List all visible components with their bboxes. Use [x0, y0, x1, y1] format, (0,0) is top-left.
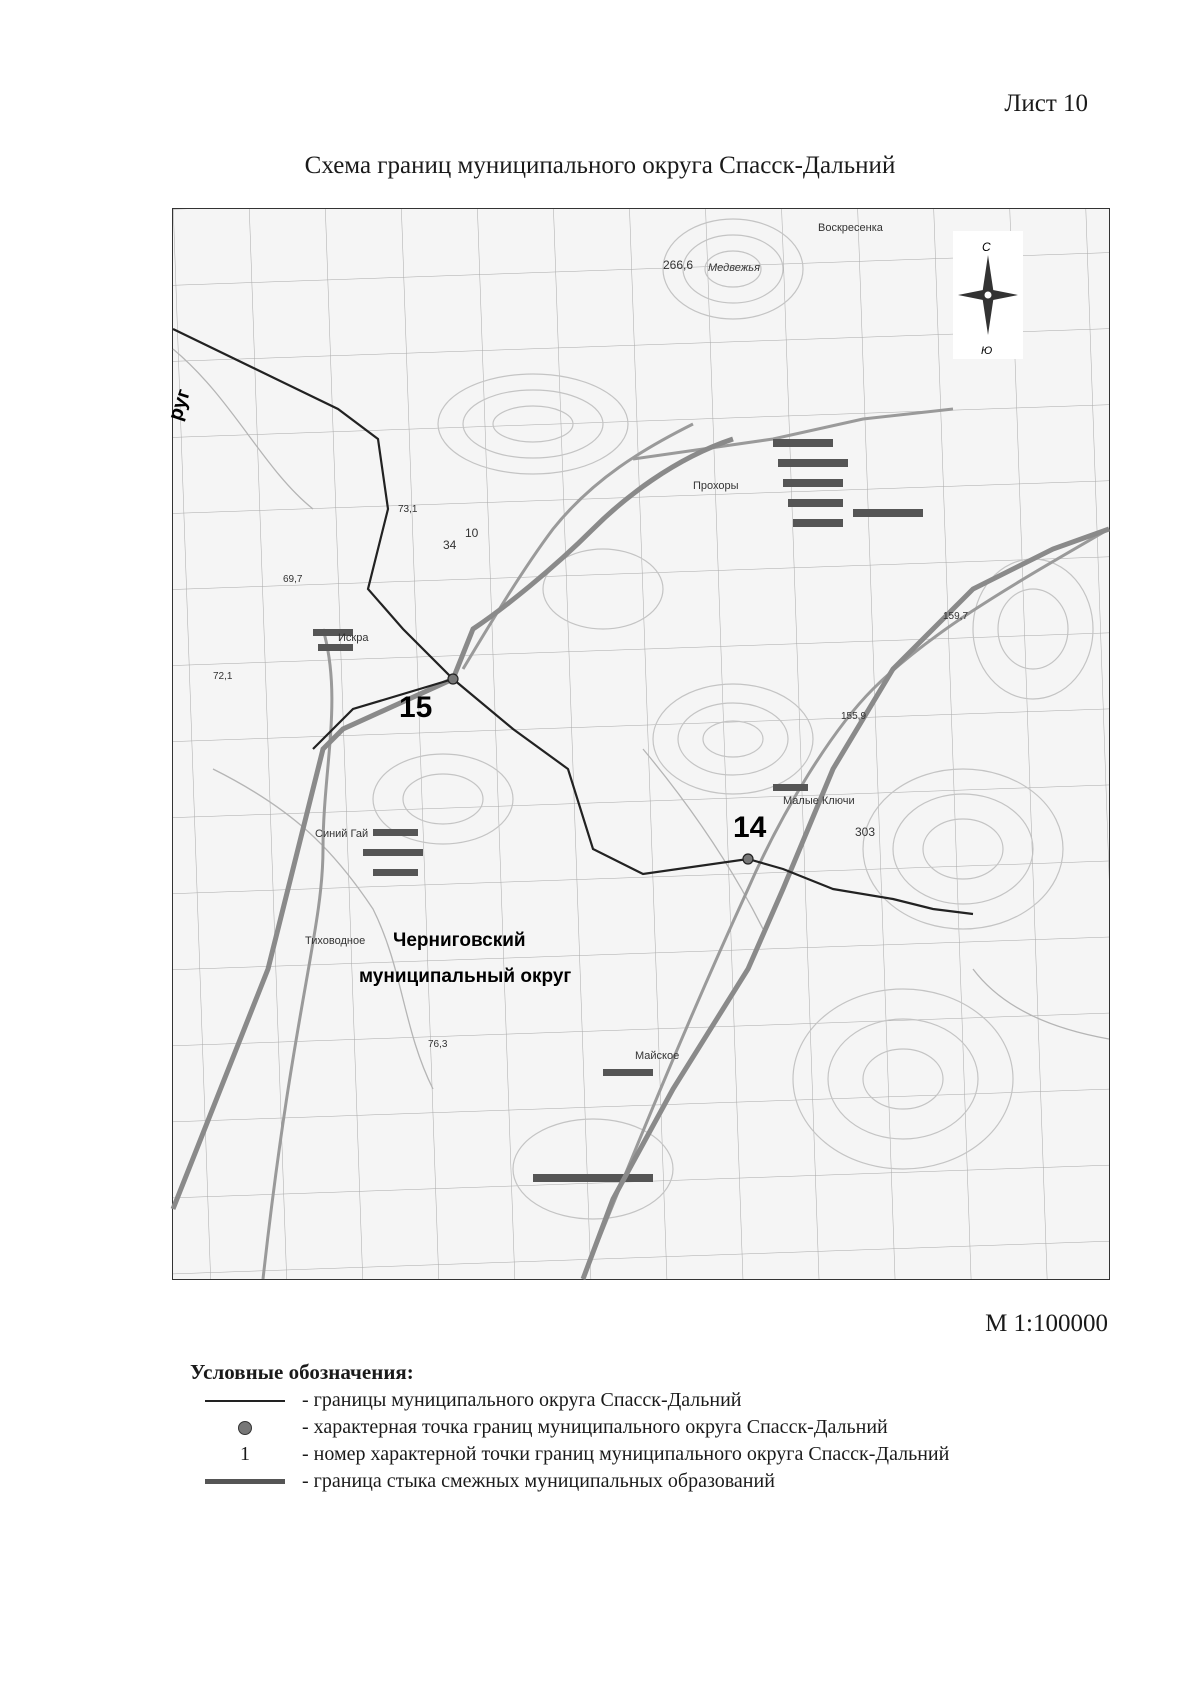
boundary-point-15[interactable] [448, 674, 458, 684]
spot-height-72: 72,1 [213, 671, 233, 682]
district-label-line2: муниципальный округ [359, 966, 572, 987]
legend-text: - характерная точка границ муниципального округа Спасск-Дальний [302, 1416, 888, 1438]
place-label-maiskoe: Майское [635, 1050, 680, 1062]
spot-height-69: 69,7 [283, 574, 303, 585]
spot-height-76: 76,3 [428, 1039, 448, 1050]
grid-number-10: 10 [465, 526, 479, 540]
spot-height-73: 73,1 [398, 504, 418, 515]
point-symbol [238, 1421, 252, 1435]
point-number-symbol: 1 [240, 1443, 250, 1465]
spot-height-159: 159,7 [943, 611, 969, 622]
page-title: Схема границ муниципального округа Спасск-Дальний [304, 152, 896, 179]
district-label-line1: Черниговский [393, 930, 526, 951]
compass-north: С [982, 240, 991, 254]
spot-height-266: 266,6 [663, 258, 694, 272]
place-label-iskra: Искра [338, 632, 369, 644]
kilometre-grid [173, 209, 1109, 1279]
topographic-map [164, 209, 1109, 1279]
place-label-prokhory: Прохоры [693, 480, 739, 492]
spot-height-155: 155,9 [841, 711, 867, 722]
map-scale: М 1:100000 [985, 1310, 1108, 1337]
legend-item-boundary [190, 1387, 1190, 1414]
point-number-15: 15 [399, 691, 433, 724]
legend-text: - номер характерной точки границ муниципального округа Спасск-Дальний [302, 1443, 950, 1465]
grid-number-34: 34 [443, 538, 457, 552]
compass-south: Ю [981, 345, 993, 357]
joint-boundary-symbol [205, 1479, 285, 1484]
place-label-tikhovodnoe: Тиховодное [305, 935, 366, 947]
spot-height-303: 303 [855, 825, 876, 839]
boundary-point-14[interactable] [743, 854, 753, 864]
legend [190, 1360, 1190, 1495]
sheet-number: Лист 10 [1004, 90, 1088, 117]
legend-text: - границы муниципального округа Спасск-Дальний [302, 1389, 742, 1411]
place-label-voskresenka: Воскресенка [818, 222, 883, 234]
map-frame[interactable] [164, 208, 1110, 1280]
boundary-line-symbol [205, 1400, 285, 1402]
place-label-siniy-gai: Синий Гай [315, 828, 369, 840]
legend-item-point [190, 1414, 1190, 1441]
legend-item-point-number [190, 1441, 1190, 1468]
legend-title: Условные обозначения: [190, 1360, 414, 1384]
place-label-medvezhya: Медвежья [708, 262, 760, 274]
legend-item-joint-boundary [190, 1468, 1190, 1495]
partial-district-label: руг [164, 386, 195, 424]
point-number-14: 14 [733, 811, 767, 844]
place-label-malye-klyuchi: Малые Ключи [783, 795, 855, 807]
compass-rose [953, 231, 1023, 359]
legend-text: - граница стыка смежных муниципальных образований [302, 1470, 775, 1492]
